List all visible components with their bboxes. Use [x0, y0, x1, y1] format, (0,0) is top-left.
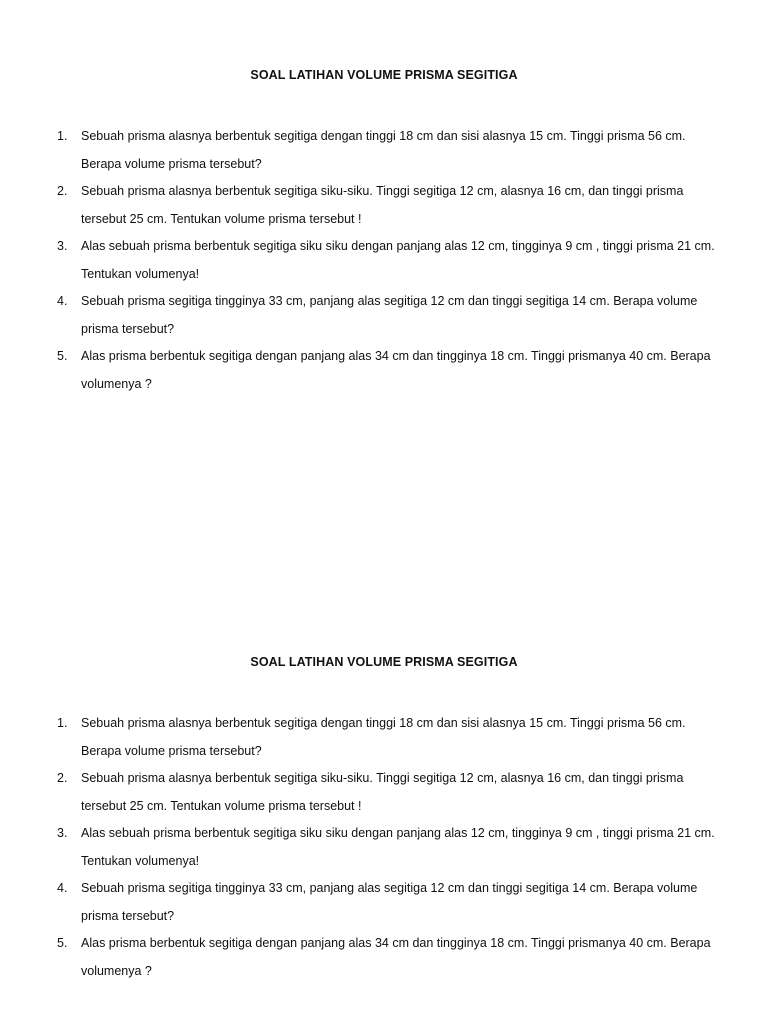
question-text: Sebuah prisma segitiga tingginya 33 cm, panjang alas segitiga 12 cm dan tinggi segitiga 14 cm. Berapa volume prisma tersebut? — [81, 881, 698, 923]
question-text: Sebuah prisma segitiga tingginya 33 cm, panjang alas segitiga 12 cm dan tinggi segitiga 14 cm. Berapa volume prisma tersebut? — [81, 294, 698, 336]
question-number: 4. — [57, 881, 68, 895]
question-list — [0, 710, 768, 985]
question-text: Sebuah prisma alasnya berbentuk segitiga dengan tinggi 18 cm dan sisi alasnya 15 cm. Tinggi prisma 56 cm. Berapa volume prisma tersebut? — [81, 716, 686, 758]
worksheet-title: SOAL LATIHAN VOLUME PRISMA SEGITIGA — [250, 655, 518, 669]
question-text: Alas prisma berbentuk segitiga dengan panjang alas 34 cm dan tingginya 18 cm. Tinggi prismanya 40 cm. Berapa volumenya ? — [81, 349, 711, 391]
question-item — [0, 765, 721, 820]
question-number: 1. — [57, 716, 68, 730]
question-text: Alas sebuah prisma berbentuk segitiga siku siku dengan panjang alas 12 cm, tingginya 9 cm , tinggi prisma 21 cm. Tentukan volumenya! — [81, 239, 715, 281]
question-number: 5. — [57, 349, 68, 363]
question-text: Sebuah prisma alasnya berbentuk segitiga dengan tinggi 18 cm dan sisi alasnya 15 cm. Tinggi prisma 56 cm. Berapa volume prisma tersebut? — [81, 129, 686, 171]
question-number: 4. — [57, 294, 68, 308]
question-item — [0, 820, 721, 875]
question-item — [0, 875, 721, 930]
question-number: 2. — [57, 184, 68, 198]
question-item — [0, 343, 721, 398]
question-number: 1. — [57, 129, 68, 143]
question-list — [0, 123, 768, 398]
question-text: Sebuah prisma alasnya berbentuk segitiga siku-siku. Tinggi segitiga 12 cm, alasnya 16 cm, dan tinggi prisma tersebut 25 cm. Tentukan volume prisma tersebut ! — [81, 771, 684, 813]
question-item — [0, 178, 721, 233]
question-item — [0, 710, 721, 765]
question-item — [0, 288, 721, 343]
question-item — [0, 233, 721, 288]
question-number: 3. — [57, 239, 68, 253]
question-text: Alas prisma berbentuk segitiga dengan panjang alas 34 cm dan tingginya 18 cm. Tinggi prismanya 40 cm. Berapa volumenya ? — [81, 936, 711, 978]
question-number: 2. — [57, 771, 68, 785]
question-text: Sebuah prisma alasnya berbentuk segitiga siku-siku. Tinggi segitiga 12 cm, alasnya 16 cm, dan tinggi prisma tersebut 25 cm. Tentukan volume prisma tersebut ! — [81, 184, 684, 226]
question-text: Alas sebuah prisma berbentuk segitiga siku siku dengan panjang alas 12 cm, tingginya 9 cm , tinggi prisma 21 cm. Tentukan volumenya! — [81, 826, 715, 868]
question-number: 5. — [57, 936, 68, 950]
worksheet-section-2 — [0, 653, 768, 978]
question-item — [0, 123, 721, 178]
question-number: 3. — [57, 826, 68, 840]
worksheet-section-1 — [0, 66, 768, 391]
question-item — [0, 930, 721, 985]
worksheet-title: SOAL LATIHAN VOLUME PRISMA SEGITIGA — [250, 68, 518, 82]
